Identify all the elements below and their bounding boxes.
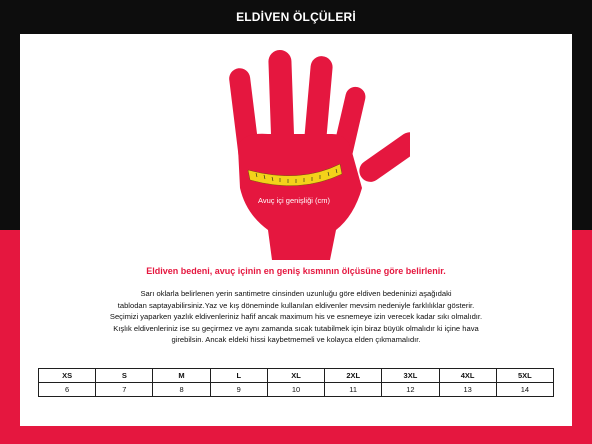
size-cell: L [210,369,267,383]
size-cell: XL [267,369,324,383]
sizing-description [92,288,500,346]
size-cell: 4XL [439,369,496,383]
value-cell: 12 [382,383,439,397]
value-cell: 9 [210,383,267,397]
size-cell: S [96,369,153,383]
size-cell: M [153,369,210,383]
size-value-row [39,383,554,397]
size-cell: 5XL [496,369,553,383]
description-line: girebilsin. Ancak eldeki hissi kaybetmemeli ve kolayca elden çıkmamalıdır. [171,335,421,345]
page-title: ELDİVEN ÖLÇÜLERİ [236,10,356,24]
value-cell: 10 [267,383,324,397]
value-cell: 8 [153,383,210,397]
size-cell: 2XL [325,369,382,383]
tape-label: Avuç içi genişliği (cm) [258,196,330,205]
description-line: tablodan saptayabilirsiniz.Yaz ve kış döneminde kullanılan eldivenler mevsim nedeniyle farklılıklar gösterir. [117,300,475,310]
hand-measurement-illustration [212,48,410,260]
value-cell: 11 [325,383,382,397]
value-cell: 13 [439,383,496,397]
sizing-headline: Eldiven bedeni, avuç içinin en geniş kısmının ölçüsüne göre belirlenir. [146,266,446,276]
size-header-row [39,369,554,383]
value-cell: 7 [96,383,153,397]
hand-icon [228,50,410,260]
size-table [38,368,554,397]
description-line: Sarı oklarla belirlenen yerin santimetre cinsinden uzunluğu göre eldiven bedeninizi aşağıdaki [140,289,452,298]
size-cell: 3XL [382,369,439,383]
size-cell: XS [39,369,96,383]
value-cell: 6 [39,383,96,397]
description-line: Seçimizi yaparken yazlık eldivenleriniz hafif ancak maximum his ve esnemeye izin verecek kadar sıkı olmalıdır. [109,312,483,322]
value-cell: 14 [496,383,553,397]
description-line: Kışlık eldivenleriniz ise su geçirmez ve aynı zamanda sıcak tutabilmek için biraz büyük olmalıdır ki içine hava [113,323,479,333]
